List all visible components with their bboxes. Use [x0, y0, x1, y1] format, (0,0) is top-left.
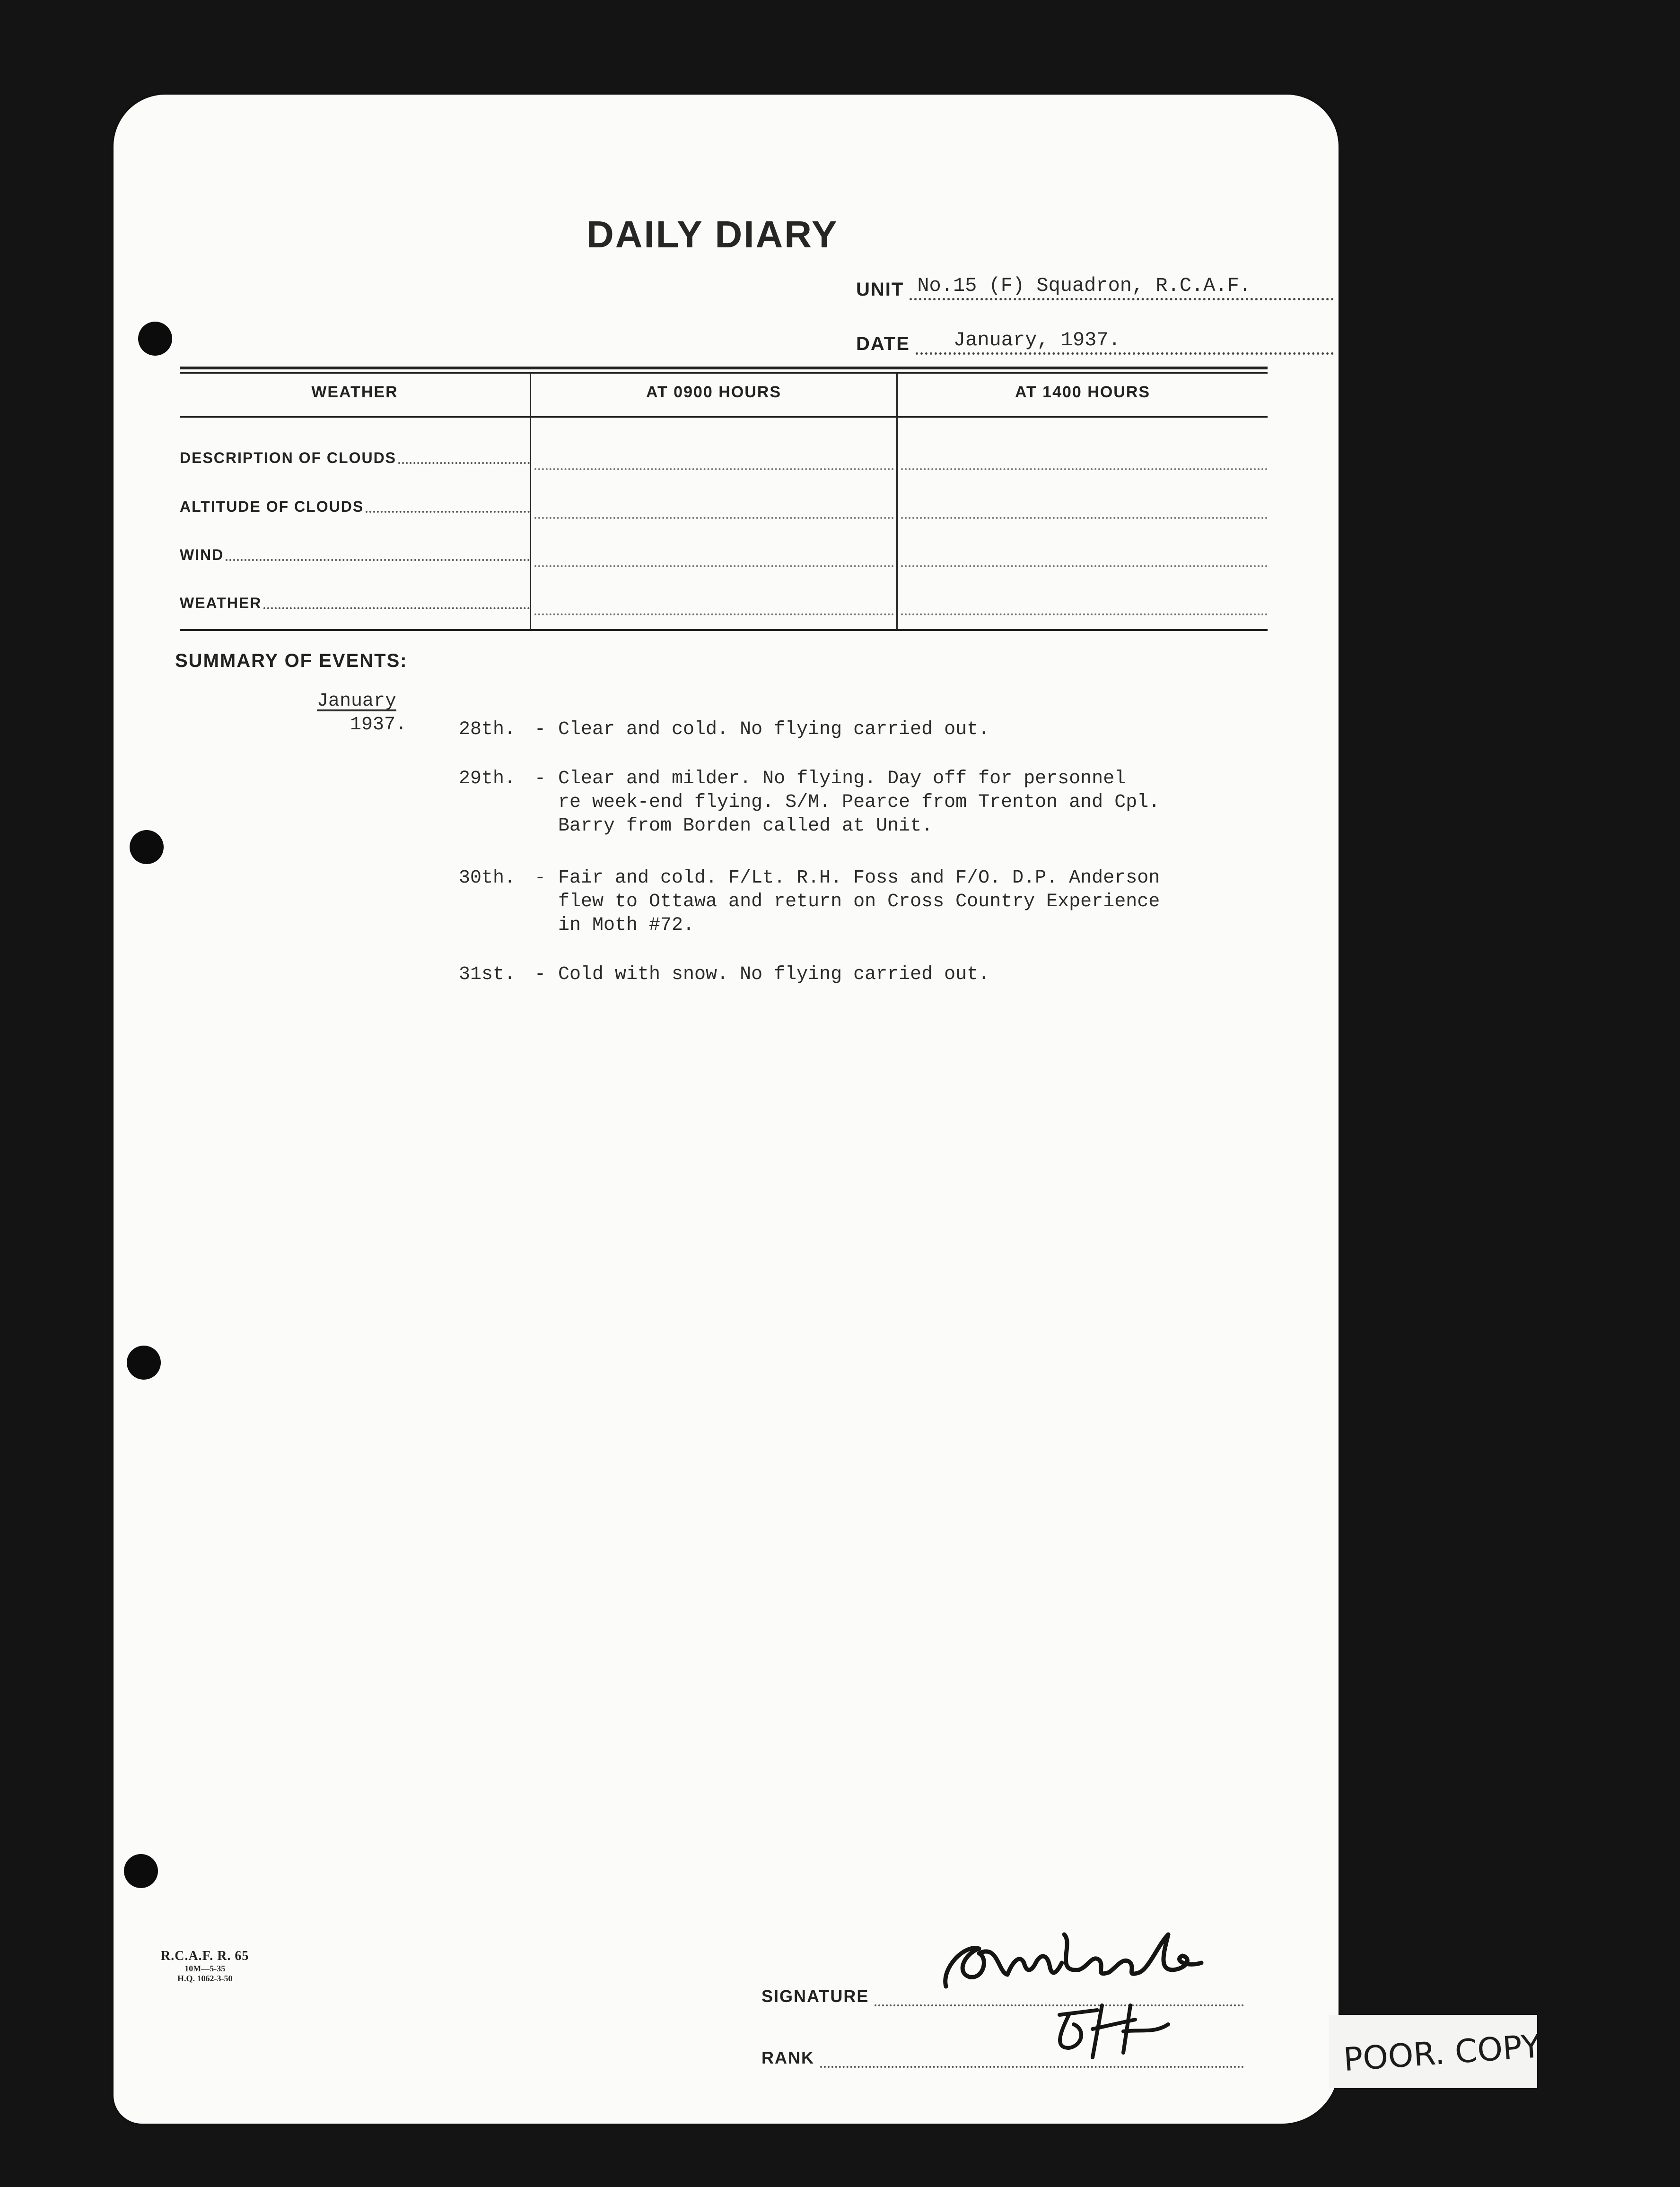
header-weather: WEATHER	[311, 383, 398, 401]
diary-entry: 31st. - Cold with snow. No flying carried out.	[459, 963, 1234, 987]
form-code-line: H.Q. 1062-3-50	[177, 1974, 233, 1983]
unit-value: No.15 (F) Squadron, R.C.A.F.	[910, 274, 1334, 300]
row-altitude-of-clouds	[180, 498, 530, 516]
rank-handwriting	[1041, 1996, 1192, 2067]
table-top-rule-thin	[180, 372, 1268, 374]
poor-copy-text: POOR. COPY.	[1342, 2027, 1537, 2079]
row-label-text: DESCRIPTION OF CLOUDS	[180, 449, 397, 466]
table-divider	[896, 374, 898, 629]
summary-year: 1937.	[350, 714, 407, 735]
row-wind	[180, 546, 530, 564]
date-field	[856, 329, 1334, 355]
date-label: DATE	[856, 333, 910, 354]
row-label-text: WIND	[180, 546, 224, 563]
summary-label: SUMMARY OF EVENTS:	[175, 650, 408, 671]
entry-text: Fair and cold. F/Lt. R.H. Foss and F/O. D.P. Anderson flew to Ottawa and return on Cross Country Experience in Moth #72.	[558, 867, 1160, 936]
table-top-rule	[180, 367, 1268, 369]
row-dots	[901, 565, 1268, 567]
diary-entry: 29th. - Clear and milder. No flying. Day off for personnel re week-end flying. S/M. Pearce from Trenton and Cpl. Barry from Borden called at Unit.	[459, 767, 1234, 838]
unit-label: UNIT	[856, 279, 904, 300]
form-code-line: R.C.A.F. R. 65	[161, 1949, 249, 1963]
row-dots	[901, 517, 1268, 519]
diary-entry: 30th. - Fair and cold. F/Lt. R.H. Foss and F/O. D.P. Anderson flew to Ottawa and return on Cross Country Experience in Moth #72.	[459, 866, 1234, 937]
binder-hole	[127, 1346, 161, 1380]
binder-hole	[138, 322, 172, 356]
row-label-text: ALTITUDE OF CLOUDS	[180, 498, 364, 515]
form-title: DAILY DIARY	[586, 213, 839, 255]
entry-text: Clear and milder. No flying. Day off for personnel re week-end flying. S/M. Pearce from Trenton and Cpl. Barry from Borden called at Unit.	[558, 768, 1160, 837]
binder-hole	[124, 1854, 158, 1888]
date-value: January, 1937.	[916, 329, 1334, 355]
rank-label: RANK	[761, 2048, 814, 2067]
diary-page	[114, 95, 1339, 2124]
header-1400-hours: AT 1400 HOURS	[1015, 383, 1151, 401]
row-description-of-clouds	[180, 449, 530, 467]
form-code	[161, 1949, 249, 1984]
unit-field	[856, 274, 1334, 300]
diary-entry: 28th. - Clear and cold. No flying carried out.	[459, 718, 1234, 742]
entry-day: 29th.	[459, 768, 516, 789]
row-dots	[534, 565, 894, 567]
row-dots	[901, 468, 1268, 470]
row-dots	[534, 613, 894, 615]
signature-label: SIGNATURE	[761, 1986, 869, 2006]
row-label-text: WEATHER	[180, 595, 262, 612]
poor-copy-stamp	[1329, 2015, 1537, 2088]
form-code-line: 10M—5-35	[184, 1964, 226, 1973]
summary-month: January	[317, 691, 397, 712]
table-header-rule	[180, 416, 1268, 418]
row-weather	[180, 595, 530, 612]
table-divider	[530, 374, 531, 629]
row-dots	[534, 517, 894, 519]
binder-hole	[130, 830, 164, 864]
entry-text: Cold with snow. No flying carried out.	[558, 964, 990, 985]
row-dots	[534, 468, 894, 470]
entry-text: Clear and cold. No flying carried out.	[558, 719, 990, 740]
row-dots	[901, 613, 1268, 615]
poor-copy-handwriting	[1329, 2015, 1537, 2088]
header-0900-hours: AT 0900 HOURS	[646, 383, 782, 401]
entry-day: 30th.	[459, 867, 516, 889]
entry-day: 28th.	[459, 719, 516, 740]
table-bottom-rule	[180, 629, 1268, 631]
entry-day: 31st.	[459, 964, 516, 985]
